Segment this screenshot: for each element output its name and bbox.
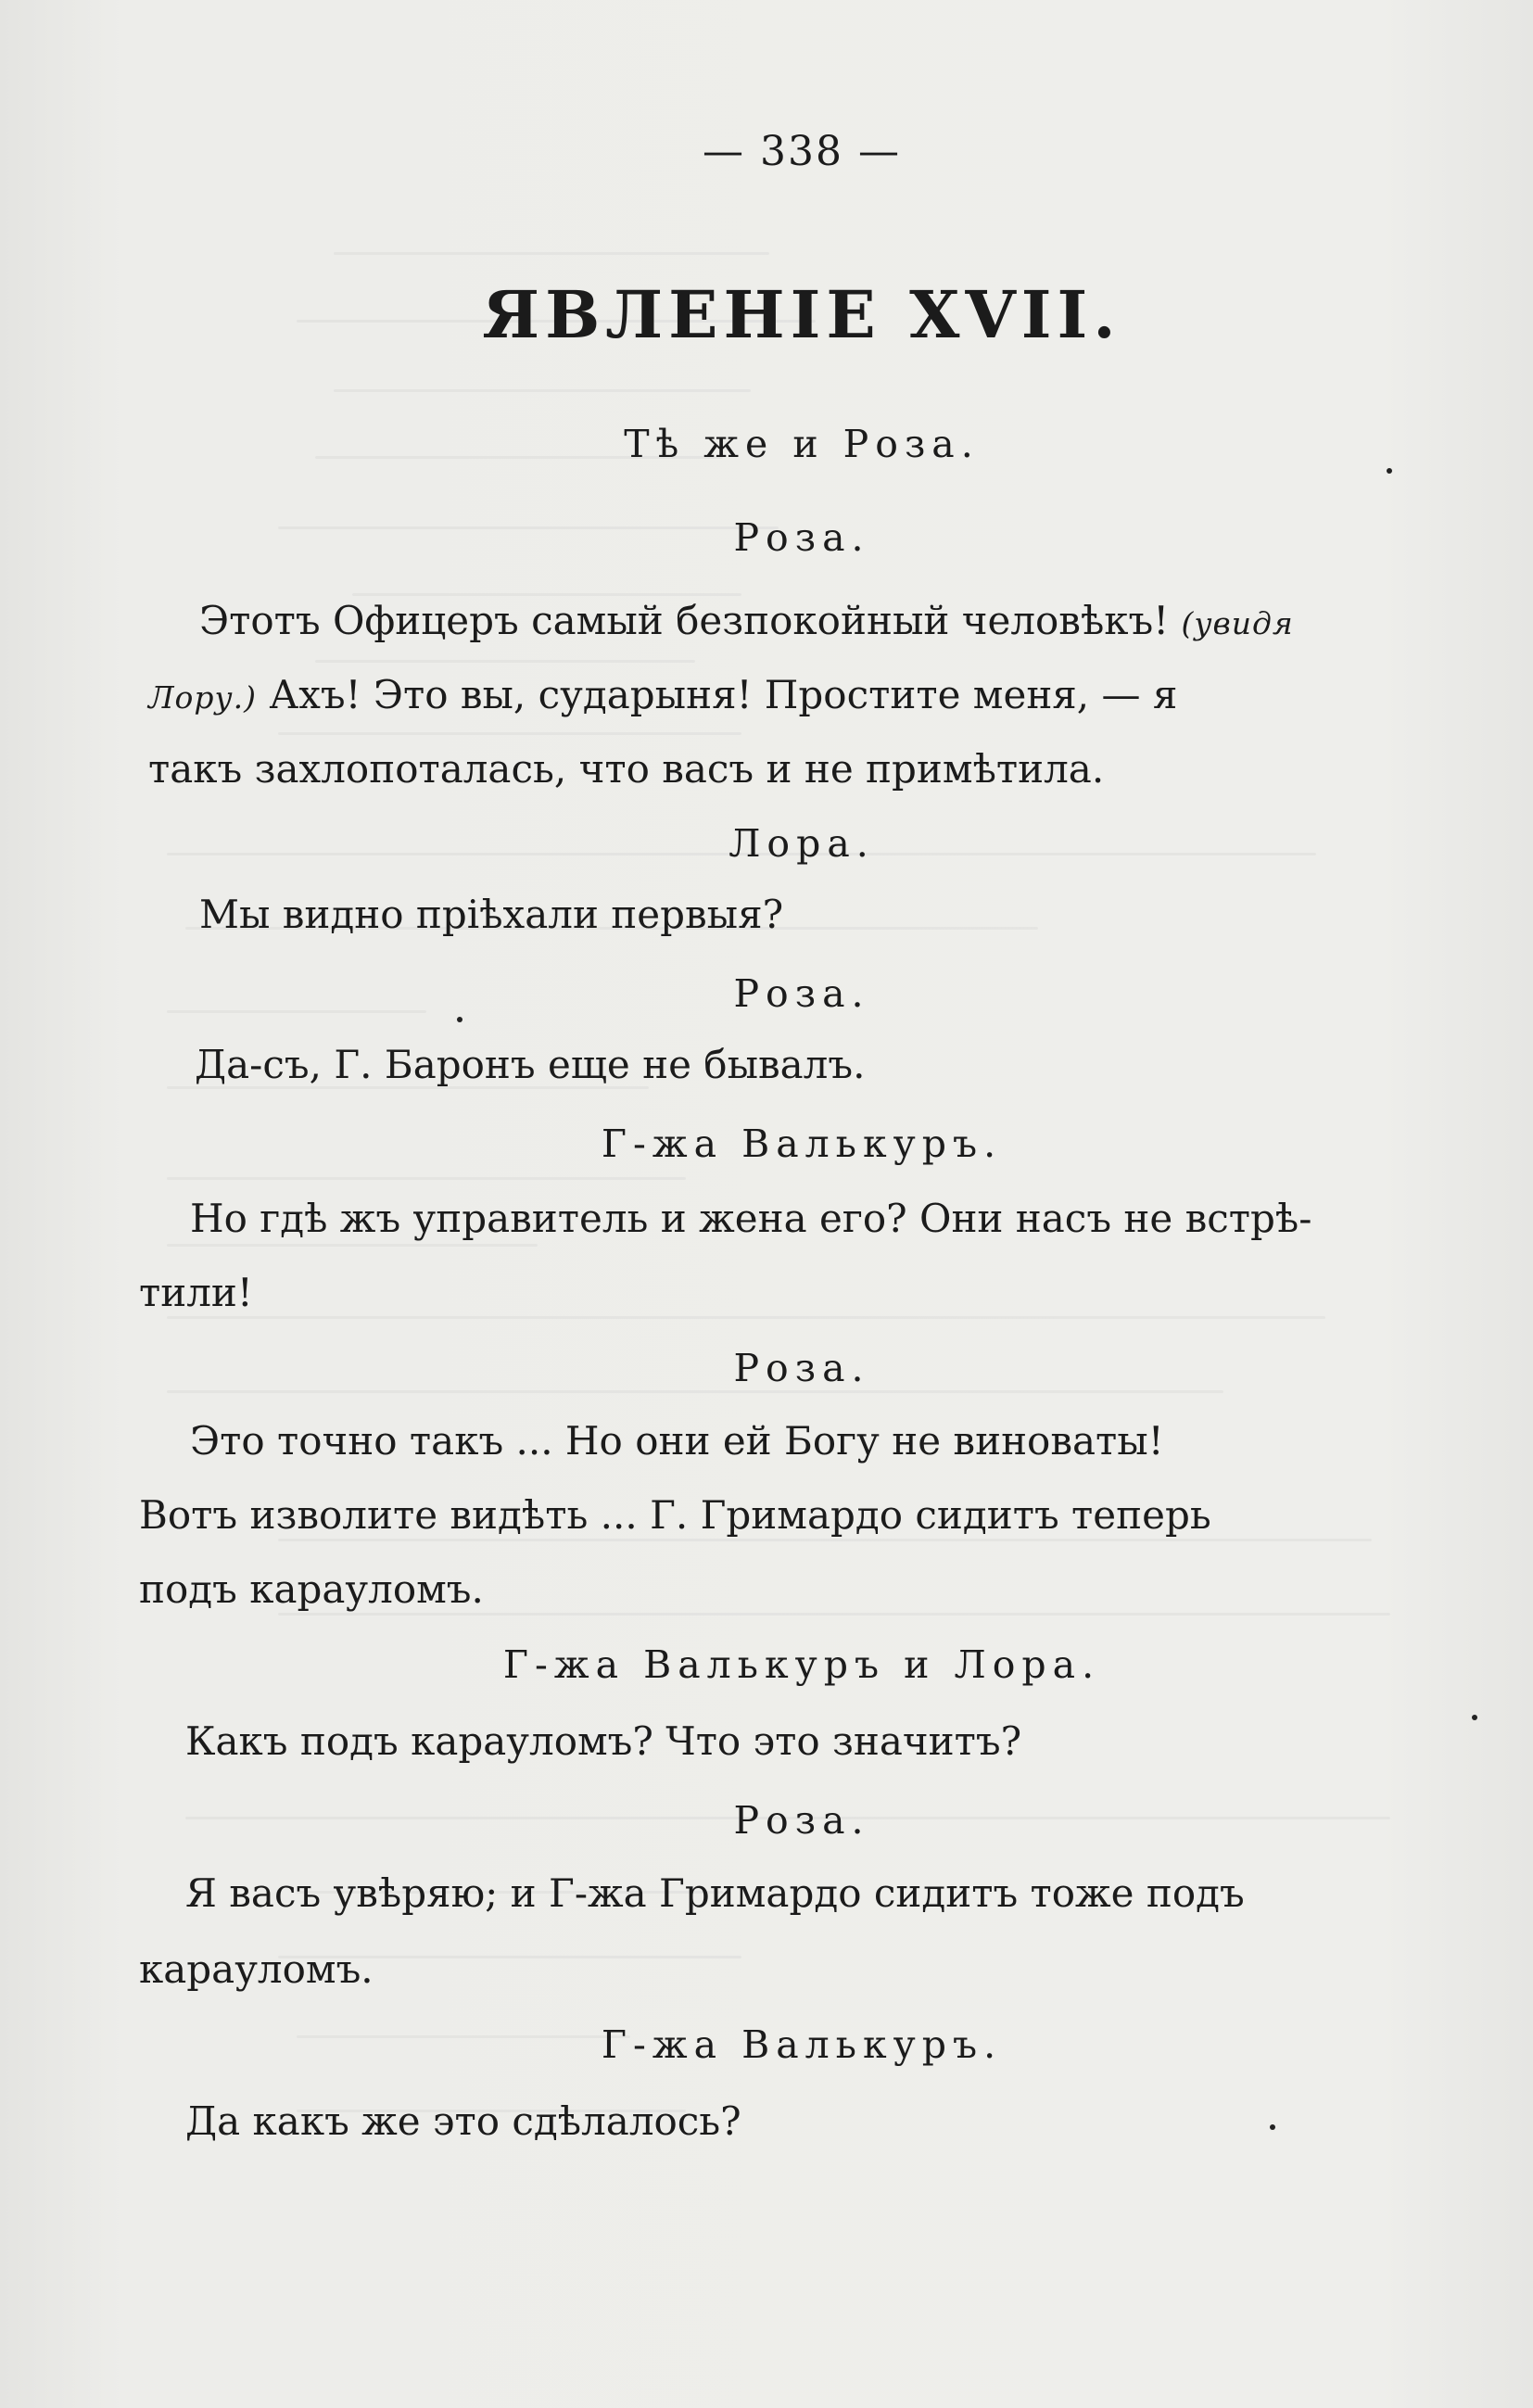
speaker-valkur-and-lora: Г-жа Валькуръ и Лора. xyxy=(502,1642,1101,1687)
speaker-lora: Лора. xyxy=(728,821,875,866)
speech-line: Вотъ изволите видѣть ... Г. Гримардо сидитъ теперь xyxy=(139,1492,1211,1538)
speech-line: Да-съ, Г. Баронъ еще не бывалъ. xyxy=(195,1042,866,1087)
stage-direction: (увидя xyxy=(1181,605,1294,641)
speech-text: Этотъ Офицеръ самый безпокойный человѣкъ! xyxy=(199,598,1170,643)
speech-line: тили! xyxy=(139,1270,253,1315)
speech-text: Ахъ! Это вы, сударыня! Простите меня, — я xyxy=(269,672,1178,717)
speaker-rose: Роза. xyxy=(733,1346,870,1390)
speech-line: карауломъ. xyxy=(139,1946,374,1992)
page-number: — 338 — xyxy=(703,128,901,175)
speech-line xyxy=(199,598,1441,643)
speech-line: Какъ подъ карауломъ? Что это значитъ? xyxy=(185,1718,1022,1764)
speech-line: Это точно такъ ... Но они ей Богу не виноваты! xyxy=(190,1418,1164,1464)
cast-line: Тѣ же и Роза. xyxy=(624,422,980,466)
speaker-valkur: Г-жа Валькуръ. xyxy=(601,1122,1003,1166)
speaker-valkur: Г-жа Валькуръ. xyxy=(601,2022,1003,2067)
speech-line: такъ захлопоталась, что васъ и не примѣтила. xyxy=(148,746,1105,792)
speech-line: Но гдѣ жъ управитель и жена его? Они насъ не встрѣ- xyxy=(190,1196,1312,1241)
ink-speck xyxy=(1270,2124,1275,2130)
ink-speck xyxy=(457,1017,462,1022)
speech-line: Мы видно пріѣхали первыя? xyxy=(199,892,784,937)
ink-speck xyxy=(1387,468,1392,474)
speaker-rose: Роза. xyxy=(733,1798,870,1843)
stage-direction: Лору.) xyxy=(148,679,258,716)
speaker-rose: Роза. xyxy=(733,971,870,1016)
speech-line: Да какъ же это сдѣлалось? xyxy=(185,2098,741,2144)
scene-title: ЯВЛЕНІЕ XVII. xyxy=(482,276,1121,353)
speech-line: подъ карауломъ. xyxy=(139,1566,484,1612)
speaker-rose: Роза. xyxy=(733,515,870,560)
ink-speck xyxy=(1472,1715,1477,1720)
speech-line xyxy=(148,672,1446,717)
speech-line: Я васъ увѣряю; и Г-жа Гримардо сидитъ тоже подъ xyxy=(185,1870,1245,1916)
